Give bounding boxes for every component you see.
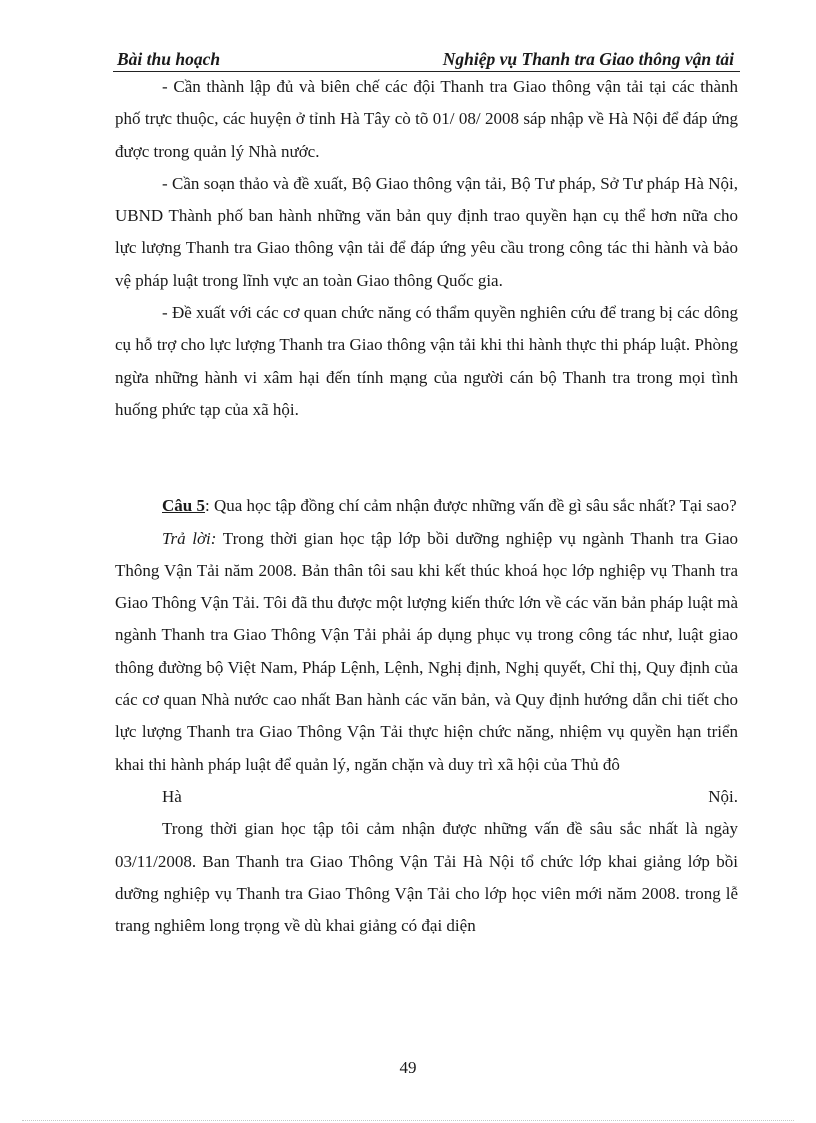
paragraph: - Cần thành lập đủ và biên chế các đội Thanh tra Giao thông vận tải tại các thành phố trực thuộc, các huyện ở tỉnh Hà Tây cò tõ 01/ 08/ 2008 sáp nhập về Hà Nội để đáp ứng được trong quản lý Nhà nước. xyxy=(115,77,738,161)
question-label: Câu 5 xyxy=(162,496,205,516)
page-bottom-border xyxy=(22,1120,794,1121)
header-left-title: Bài thu hoạch xyxy=(117,49,221,69)
paragraph: Trong thời gian học tập tôi cảm nhận được những vấn đề sâu sắc nhất là ngày 03/11/2008. Ban Thanh tra Giao Thông Vận Tải Hà Nội tổ chức lớp khai giảng lớp bồi dưỡng nghiệp vụ Thanh tra Giao Thông Vận Tải cho lớp học viên mới năm 2008. trong lễ trang nghiêm long trọng về dù khai giảng có đại diện xyxy=(115,819,738,936)
page-number: 49 xyxy=(399,1058,417,1077)
answer-text: Trong thời gian học tập lớp bồi dưỡng nghiệp vụ ngành Thanh tra Giao Thông Vận Tải năm 2008. Bản thân tôi sau khi kết thúc khoá học lớp nghiệp vụ Thanh tra Giao Thông Vận Tải. Tôi đã thu được một lượng kiến thức lớn về các văn bản pháp luật mà ngành Thanh tra Giao Thông Vận Tải phải áp dụng phục vụ trong công tác như, luật giao thông đường bộ Việt Nam, Pháp Lệnh, Lệnh, Nghị định, Nghị quyết, Chỉ thị, Quy định của các cơ quan Nhà nước cao nhất Ban hành các văn bản, và Quy định hướng dẫn chi tiết cho lực lượng Thanh tra Giao Thông Vận Tải thực hiện chức năng, nhiệm vụ quyền hạn triển khai thi hành pháp luật để quản lý, ngăn chặn và duy trì xã hội của Thủ đô xyxy=(115,528,739,774)
answer-last-right: Nội. xyxy=(708,786,738,806)
body-text xyxy=(115,71,738,942)
answer-label: Trả lời: xyxy=(162,528,217,548)
running-header xyxy=(115,49,738,71)
question-paragraph xyxy=(115,490,738,522)
answer-last-line xyxy=(115,781,738,813)
answer-paragraph xyxy=(115,523,738,781)
paragraph: - Cần soạn thảo và đề xuất, Bộ Giao thông vận tải, Bộ Tư pháp, Sở Tư pháp Hà Nội, UBND Thành phố ban hành những văn bản quy định trao quyền hạn cụ thể hơn nữa cho lực lượng Thanh tra Giao thông vận tải để đáp ứng yêu cầu trong công tác thi hành và bảo vệ pháp luật trong lĩnh vực an toàn Giao thông Quốc gia. xyxy=(115,173,738,290)
question-text: : Qua học tập đồng chí cảm nhận được những vấn đề gì sâu sắc nhất? Tại sao? xyxy=(204,496,737,516)
paragraph: - Đề xuất với các cơ quan chức năng có thẩm quyền nghiên cứu để trang bị các dông cụ hỗ trợ cho lực lượng Thanh tra Giao thông vận tải khi thi hành thực thi pháp luật. Phòng ngừa những hành vi xâm hại đến tính mạng của người cán bộ Thanh tra trong mọi tình huống phức tạp của xã hội. xyxy=(115,303,738,419)
answer-last-left: Hà xyxy=(162,786,182,806)
header-right-title: Nghiệp vụ Thanh tra Giao thông vận tải xyxy=(442,49,734,69)
